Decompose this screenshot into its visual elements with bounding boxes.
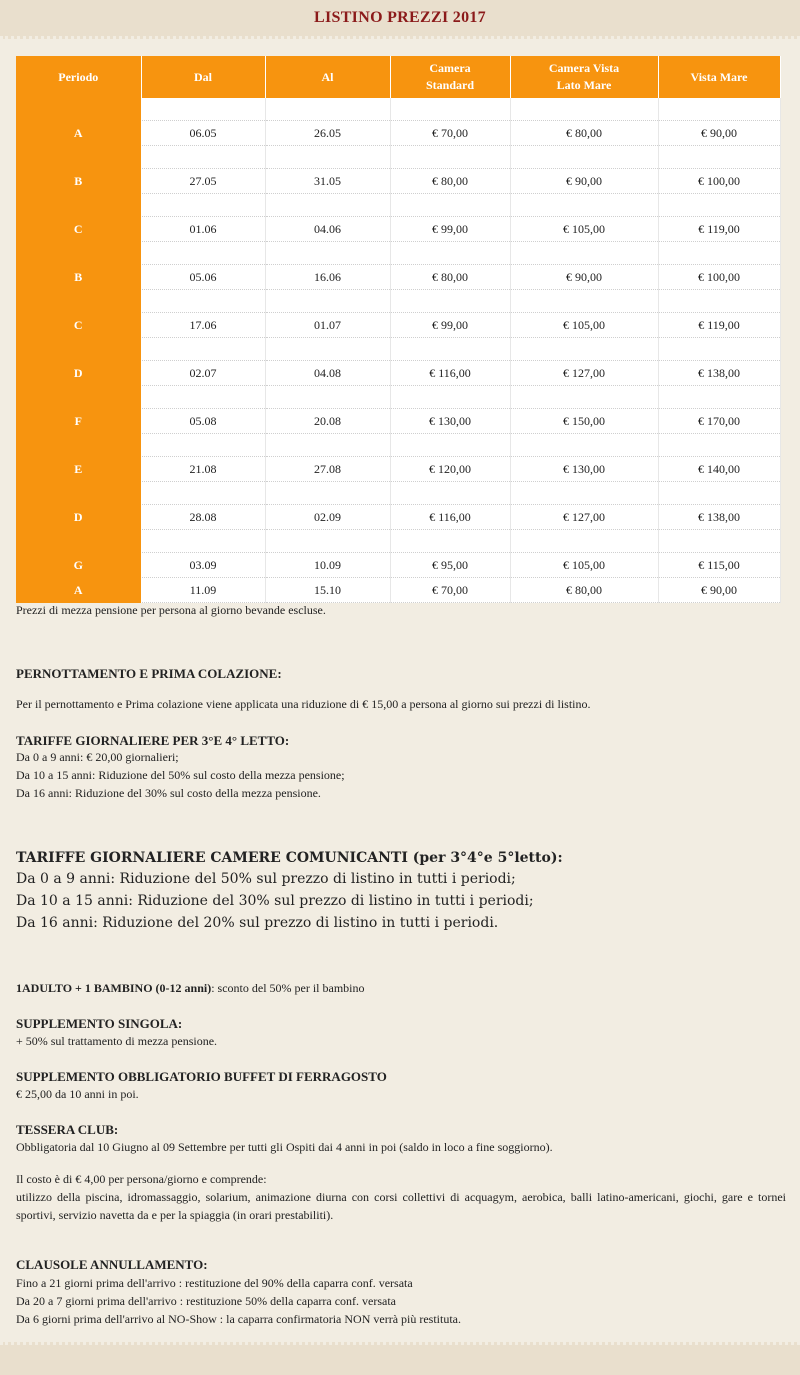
side-sea-price-cell: € 105,00 [510, 217, 658, 242]
standard-price-cell: € 99,00 [390, 313, 510, 338]
spacer-cell [510, 482, 658, 505]
from-cell: 06.05 [141, 121, 265, 146]
spacer-cell [265, 194, 390, 217]
spacer-cell [141, 290, 265, 313]
spacer-cell [16, 290, 141, 313]
spacer-cell [16, 482, 141, 505]
to-cell: 10.09 [265, 553, 390, 578]
cancel-line: Fino a 21 giorni prima dell'arrivo : restituzione del 90% della caparra conf. versata [16, 1276, 413, 1290]
spacer-cell [390, 482, 510, 505]
spacer-cell [658, 194, 780, 217]
standard-price-cell: € 70,00 [390, 121, 510, 146]
club-heading: TESSERA CLUB: [16, 1122, 119, 1137]
to-cell: 16.06 [265, 265, 390, 290]
side-sea-price-cell: € 105,00 [510, 553, 658, 578]
spacer-cell [658, 386, 780, 409]
to-cell: 15.10 [265, 578, 390, 603]
spacer-row [16, 290, 780, 313]
side-sea-price-cell: € 90,00 [510, 169, 658, 194]
from-cell: 01.06 [141, 217, 265, 242]
sea-view-price-cell: € 138,00 [658, 505, 780, 530]
spacer-cell [510, 434, 658, 457]
spacer-cell [141, 146, 265, 169]
price-table [16, 56, 781, 603]
table-row [16, 505, 780, 530]
table-row [16, 409, 780, 434]
spacer-row [16, 434, 780, 457]
cancel-list [16, 1274, 786, 1328]
period-cell: A [16, 121, 141, 146]
period-cell: B [16, 265, 141, 290]
table-row [16, 217, 780, 242]
table-row [16, 265, 780, 290]
extra-bed-list [16, 748, 786, 802]
period-cell: E [16, 457, 141, 482]
spacer-row [16, 338, 780, 361]
spacer-cell [390, 194, 510, 217]
standard-price-cell: € 80,00 [390, 169, 510, 194]
sea-view-price-cell: € 170,00 [658, 409, 780, 434]
spacer-cell [141, 434, 265, 457]
from-cell: 27.05 [141, 169, 265, 194]
club-text-2: Il costo è di € 4,00 per persona/giorno e comprende: [16, 1172, 267, 1186]
side-sea-price-cell: € 127,00 [510, 361, 658, 386]
sea-view-price-cell: € 90,00 [658, 121, 780, 146]
standard-price-cell: € 99,00 [390, 217, 510, 242]
spacer-cell [141, 530, 265, 553]
header-al: Al [265, 56, 390, 98]
spacer-cell [141, 482, 265, 505]
spacer-cell [510, 146, 658, 169]
connecting-list [16, 868, 786, 934]
to-cell: 02.09 [265, 505, 390, 530]
standard-price-cell: € 116,00 [390, 505, 510, 530]
side-sea-price-cell: € 90,00 [510, 265, 658, 290]
side-sea-price-cell: € 80,00 [510, 121, 658, 146]
spacer-cell [141, 98, 265, 121]
spacer-cell [390, 386, 510, 409]
spacer-cell [16, 98, 141, 121]
spacer-row [16, 194, 780, 217]
spacer-cell [510, 530, 658, 553]
table-header-row [16, 56, 780, 98]
spacer-cell [658, 146, 780, 169]
spacer-cell [265, 242, 390, 265]
table-row [16, 361, 780, 386]
to-cell: 01.07 [265, 313, 390, 338]
period-cell: C [16, 313, 141, 338]
bb-heading: PERNOTTAMENTO E PRIMA COLAZIONE: [16, 666, 282, 681]
table-row [16, 121, 780, 146]
spacer-cell [16, 386, 141, 409]
spacer-cell [658, 242, 780, 265]
to-cell: 31.05 [265, 169, 390, 194]
extra-bed-line: Da 0 a 9 anni: € 20,00 giornalieri; [16, 750, 179, 764]
side-sea-price-cell: € 127,00 [510, 505, 658, 530]
standard-price-cell: € 130,00 [390, 409, 510, 434]
spacer-cell [390, 434, 510, 457]
from-cell: 11.09 [141, 578, 265, 603]
spacer-cell [265, 146, 390, 169]
sea-view-price-cell: € 119,00 [658, 217, 780, 242]
spacer-cell [510, 290, 658, 313]
to-cell: 20.08 [265, 409, 390, 434]
spacer-cell [510, 386, 658, 409]
to-cell: 04.06 [265, 217, 390, 242]
period-cell: A [16, 578, 141, 603]
side-sea-price-cell: € 150,00 [510, 409, 658, 434]
spacer-cell [141, 338, 265, 361]
spacer-row [16, 482, 780, 505]
standard-price-cell: € 116,00 [390, 361, 510, 386]
spacer-cell [390, 530, 510, 553]
adult-child-heading: 1ADULTO + 1 BAMBINO (0-12 anni) [16, 981, 212, 995]
spacer-row [16, 242, 780, 265]
header-periodo: Periodo [16, 56, 141, 98]
table-row [16, 578, 780, 603]
extra-bed-line: Da 16 anni: Riduzione del 30% sul costo della mezza pensione. [16, 786, 321, 800]
spacer-cell [265, 338, 390, 361]
cancel-line: Da 20 a 7 giorni prima dell'arrivo : restituzione 50% della caparra conf. versata [16, 1294, 397, 1308]
from-cell: 03.09 [141, 553, 265, 578]
standard-price-cell: € 70,00 [390, 578, 510, 603]
adult-child-text: : sconto del 50% per il bambino [211, 981, 365, 995]
spacer-cell [510, 98, 658, 121]
spacer-cell [390, 98, 510, 121]
period-cell: F [16, 409, 141, 434]
connecting-line: Da 16 anni: Riduzione del 20% sul prezzo di listino in tutti i periodi. [16, 915, 499, 931]
standard-price-cell: € 80,00 [390, 265, 510, 290]
header-dal: Dal [141, 56, 265, 98]
spacer-cell [16, 146, 141, 169]
spacer-cell [265, 434, 390, 457]
to-cell: 27.08 [265, 457, 390, 482]
spacer-row [16, 98, 780, 121]
spacer-cell [510, 338, 658, 361]
sea-view-price-cell: € 100,00 [658, 265, 780, 290]
page-title: LISTINO PREZZI 2017 [314, 9, 486, 26]
bottom-band [0, 1342, 800, 1375]
club-text-1: Obbligatoria dal 10 Giugno al 09 Settembre per tutti gli Ospiti dai 4 anni in poi (saldo in loco a fine soggiorno). [16, 1140, 553, 1154]
adult-child-line [16, 979, 786, 997]
connecting-line: Da 10 a 15 anni: Riduzione del 30% sul prezzo di listino in tutti i periodi; [16, 893, 534, 909]
table-row [16, 553, 780, 578]
price-note: Prezzi di mezza pensione per persona al giorno bevande escluse. [16, 603, 326, 617]
side-sea-price-cell: € 105,00 [510, 313, 658, 338]
spacer-cell [141, 242, 265, 265]
sea-view-price-cell: € 140,00 [658, 457, 780, 482]
spacer-cell [658, 530, 780, 553]
sea-view-price-cell: € 90,00 [658, 578, 780, 603]
header-camera-vista-lato-mare: Camera Vista Lato Mare [510, 56, 658, 98]
bb-text: Per il pernottamento e Prima colazione viene applicata una riduzione di € 15,00 a persona al giorno sui prezzi di listino. [16, 697, 591, 711]
cancel-heading: CLAUSOLE ANNULLAMENTO: [16, 1257, 208, 1272]
spacer-cell [390, 242, 510, 265]
header-vista-mare: Vista Mare [658, 56, 780, 98]
spacer-cell [265, 530, 390, 553]
spacer-cell [16, 338, 141, 361]
sea-view-price-cell: € 100,00 [658, 169, 780, 194]
extra-bed-heading: TARIFFE GIORNALIERE PER 3°E 4° LETTO: [16, 733, 290, 748]
ferragosto-heading: SUPPLEMENTO OBBLIGATORIO BUFFET DI FERRAGOSTO [16, 1069, 387, 1084]
connecting-heading: TARIFFE GIORNALIERE CAMERE COMUNICANTI (per 3°4°e 5°letto): [16, 850, 563, 866]
header-camera-standard: Camera Standard [390, 56, 510, 98]
spacer-row [16, 386, 780, 409]
from-cell: 05.06 [141, 265, 265, 290]
from-cell: 02.07 [141, 361, 265, 386]
to-cell: 04.08 [265, 361, 390, 386]
sea-view-price-cell: € 138,00 [658, 361, 780, 386]
spacer-cell [265, 98, 390, 121]
spacer-cell [510, 242, 658, 265]
spacer-cell [265, 290, 390, 313]
connecting-line: Da 0 a 9 anni: Riduzione del 50% sul prezzo di listino in tutti i periodi; [16, 871, 516, 887]
side-sea-price-cell: € 80,00 [510, 578, 658, 603]
sea-view-price-cell: € 119,00 [658, 313, 780, 338]
spacer-cell [658, 290, 780, 313]
table-row [16, 169, 780, 194]
spacer-cell [265, 386, 390, 409]
extra-bed-line: Da 10 a 15 anni: Riduzione del 50% sul costo della mezza pensione; [16, 768, 345, 782]
spacer-cell [658, 434, 780, 457]
club-text-3: utilizzo della piscina, idromassaggio, solarium, animazione diurna con corsi collettivi di acquagym, aerobica, balli latino-americani, giochi, gare e tornei sportivi, servizio navetta da e per la spiaggia (in orari prestabiliti). [16, 1190, 786, 1222]
spacer-row [16, 530, 780, 553]
ferragosto-text: € 25,00 da 10 anni in poi. [16, 1087, 139, 1101]
spacer-cell [16, 242, 141, 265]
single-text: + 50% sul trattamento di mezza pensione. [16, 1034, 218, 1048]
spacer-cell [658, 338, 780, 361]
table-row [16, 313, 780, 338]
from-cell: 17.06 [141, 313, 265, 338]
spacer-cell [16, 434, 141, 457]
period-cell: B [16, 169, 141, 194]
from-cell: 21.08 [141, 457, 265, 482]
spacer-cell [16, 194, 141, 217]
spacer-cell [141, 386, 265, 409]
from-cell: 28.08 [141, 505, 265, 530]
spacer-cell [265, 482, 390, 505]
standard-price-cell: € 95,00 [390, 553, 510, 578]
table-row [16, 457, 780, 482]
spacer-cell [390, 290, 510, 313]
spacer-cell [390, 146, 510, 169]
period-cell: C [16, 217, 141, 242]
period-cell: G [16, 553, 141, 578]
spacer-cell [390, 338, 510, 361]
spacer-cell [16, 530, 141, 553]
spacer-row [16, 146, 780, 169]
spacer-cell [510, 194, 658, 217]
to-cell: 26.05 [265, 121, 390, 146]
spacer-cell [141, 194, 265, 217]
spacer-cell [658, 98, 780, 121]
standard-price-cell: € 120,00 [390, 457, 510, 482]
cancel-line: Da 6 giorni prima dell'arrivo al NO-Show : la caparra confirmatoria NON verrà più restituta. [16, 1312, 462, 1326]
period-cell: D [16, 505, 141, 530]
sea-view-price-cell: € 115,00 [658, 553, 780, 578]
from-cell: 05.08 [141, 409, 265, 434]
side-sea-price-cell: € 130,00 [510, 457, 658, 482]
spacer-cell [658, 482, 780, 505]
period-cell: D [16, 361, 141, 386]
single-heading: SUPPLEMENTO SINGOLA: [16, 1016, 183, 1031]
